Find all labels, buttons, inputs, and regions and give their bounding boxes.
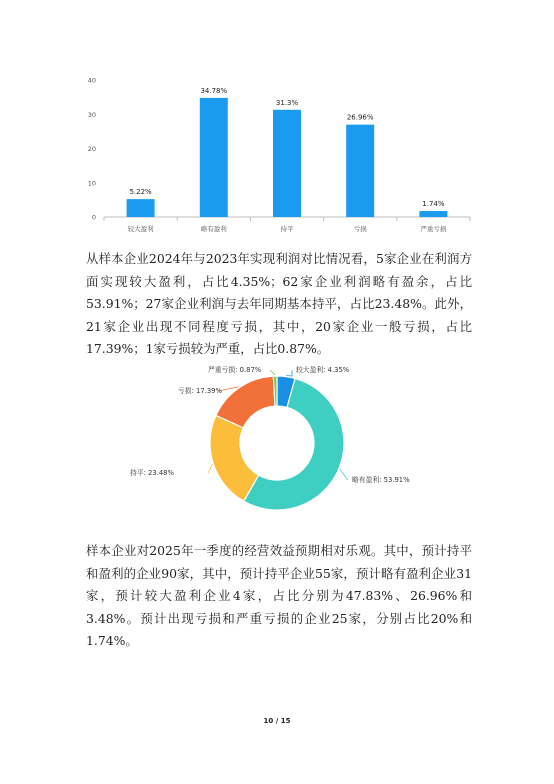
x-tick-label: 严重亏损	[420, 225, 447, 233]
donut-slice	[216, 376, 275, 428]
donut-slice-label: 较大盈利: 4.35%	[296, 366, 350, 374]
page-number: 10 / 15	[263, 717, 291, 725]
paragraph-q1-outlook: 样本企业对2025年一季度的经营效益预期相对乐观。其中，预计持平和盈利的企业90家，其中，预计持平企业55家，预计略有盈利企业31家，预计较大盈利企业4家，占比分别为47.83%、26.96%和3.48%。预计出现亏损和严重亏损的企业25家，分别占比20%和1.74%。	[86, 543, 472, 648]
donut-slice-label: 严重亏损: 0.87%	[208, 366, 262, 374]
y-tick-label: 30	[87, 110, 96, 119]
bar-value-label: 26.96%	[346, 113, 374, 122]
bar-value-label: 34.78%	[200, 86, 228, 95]
donut-leader-line	[340, 469, 348, 480]
donut-slice-label: 略有盈利: 53.91%	[352, 476, 410, 484]
x-tick-label: 持平	[280, 225, 294, 233]
bar	[127, 199, 155, 217]
donut-slice	[210, 415, 259, 501]
donut-slice-label: 持平: 23.48%	[130, 469, 174, 477]
bar-chart	[0, 0, 554, 240]
x-tick-label: 亏损	[353, 225, 367, 233]
y-tick-label: 10	[87, 179, 96, 188]
bar	[419, 211, 447, 217]
bar-value-label: 1.74%	[422, 200, 445, 209]
y-tick-label: 40	[87, 76, 96, 85]
bar-value-label: 5.22%	[129, 188, 152, 197]
bar-value-label: 31.3%	[275, 98, 299, 107]
bar	[200, 98, 228, 217]
paragraph-profit-comparison: 从样本企业2024年与2023年实现利润对比情况看，5家企业在利润方面实现较大盈利，占比4.35%；62家企业利润略有盈余，占比53.91%；27家企业利润与去年同期基本持平，占比23.48%。此外，21家企业出现不同程度亏损，其中，20家企业一般亏损，占比17.39%；1家亏损较为严重，占比0.87%。	[86, 251, 472, 356]
donut-leader-line	[286, 370, 292, 376]
x-tick-label: 略有盈利	[200, 225, 227, 233]
y-tick-label: 0	[91, 213, 96, 222]
bar	[346, 125, 374, 217]
donut-leader-line	[208, 464, 212, 473]
donut-slice-label: 亏损: 17.39%	[178, 387, 222, 395]
donut-chart	[0, 350, 554, 520]
donut-leader-line	[270, 370, 275, 375]
bar	[273, 110, 301, 217]
x-tick-label: 较大盈利	[127, 225, 154, 233]
y-tick-label: 20	[87, 145, 96, 153]
